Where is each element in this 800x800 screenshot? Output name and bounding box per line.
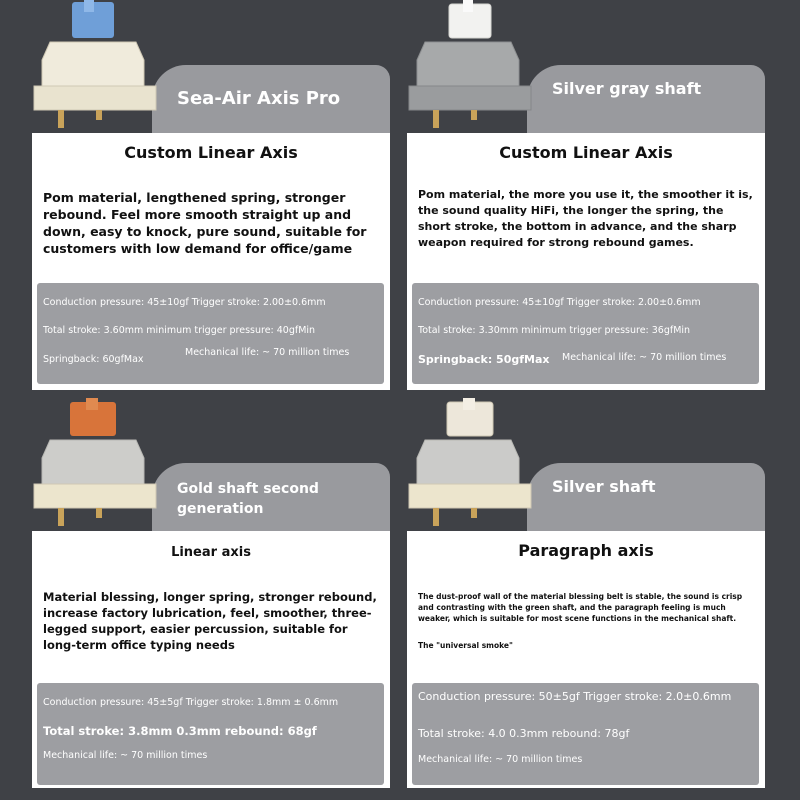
spec-mechanical-life: Mechanical life: ~ 70 million times [43,750,208,761]
keyboard-switch-image [407,398,537,538]
spec-total-stroke: Total stroke: 3.60mm minimum trigger pressure: 40gfMin [43,325,316,336]
spec-mechanical-life: Mechanical life: ~ 70 million times [562,352,727,363]
keyboard-switch-image [407,0,537,140]
switch-name: Gold shaft second generation [177,481,319,517]
spec-box [37,683,384,785]
switch-type-heading: Paragraph axis [518,541,654,560]
switch-housing-top [417,440,519,484]
switch-type-heading: Custom Linear Axis [124,143,298,162]
title-tab [527,463,765,533]
keyboard-switch-image [32,0,162,140]
switch-card-gold-shaft [32,463,390,796]
switch-housing-bottom [34,86,156,110]
spec-box [37,283,384,384]
switch-card-silver-gray-shaft [407,65,765,398]
switch-type-heading: Linear axis [171,545,251,560]
switch-housing-top [42,42,144,86]
spec-springback: Springback: 50gfMax [418,353,550,366]
keyboard-switch-image [32,398,162,538]
switch-description: Pom material, the more you use it, the smoother it is, the sound quality HiFi, the longer the spring, the short stroke, the bottom in advance, and the sharp weapon required for strong rebound games. [418,188,753,249]
spec-conduction-pressure: Conduction pressure: 50±5gf Trigger stroke: 2.0±0.6mm [418,690,732,703]
title-tab [527,65,765,135]
switch-housing-bottom [34,484,156,508]
switch-housing-bottom [409,86,531,110]
spec-springback: Springback: 60gfMax [43,354,144,365]
spec-mechanical-life: Mechanical life: ~ 70 million times [185,347,350,358]
spec-box [412,283,759,384]
switch-note: The "universal smoke" [418,641,513,650]
switch-card-sea-air-axis-pro [32,65,390,398]
switch-card-silver-shaft [407,463,765,796]
switch-housing-top [42,440,144,484]
spec-mechanical-life: Mechanical life: ~ 70 million times [418,754,583,765]
switch-housing-bottom [409,484,531,508]
spec-box [412,683,759,785]
switch-description: The dust-proof wall of the material blessing belt is stable, the sound is crisp and contrasting with the green shaft, and the paragraph feeling is much weaker, which is suitable for most scene functions in the mechanical shaft. [418,592,743,623]
switch-housing-top [417,42,519,86]
switch-name: Silver shaft [552,477,656,496]
spec-conduction-pressure: Conduction pressure: 45±10gf Trigger stroke: 2.00±0.6mm [43,297,326,308]
switch-description: Material blessing, longer spring, stronger rebound, increase factory lubrication, feel, smoother, three-legged support, easier percussion, suitable for long-term office typing needs [43,590,377,652]
spec-conduction-pressure: Conduction pressure: 45±5gf Trigger stroke: 1.8mm ± 0.6mm [43,697,339,708]
spec-total-stroke: Total stroke: 4.0 0.3mm rebound: 78gf [418,727,630,740]
spec-total-stroke: Total stroke: 3.8mm 0.3mm rebound: 68gf [43,724,317,738]
switch-name: Silver gray shaft [552,79,702,98]
spec-conduction-pressure: Conduction pressure: 45±10gf Trigger stroke: 2.00±0.6mm [418,297,701,308]
switch-name: Sea-Air Axis Pro [177,88,341,109]
switch-type-heading: Custom Linear Axis [499,143,673,162]
switch-description: Pom material, lengthened spring, stronger rebound. Feel more smooth straight up and down, easy to knock, pure sound, suitable for customers with low demand for office/game [43,190,367,256]
spec-total-stroke: Total stroke: 3.30mm minimum trigger pressure: 36gfMin [418,325,691,336]
